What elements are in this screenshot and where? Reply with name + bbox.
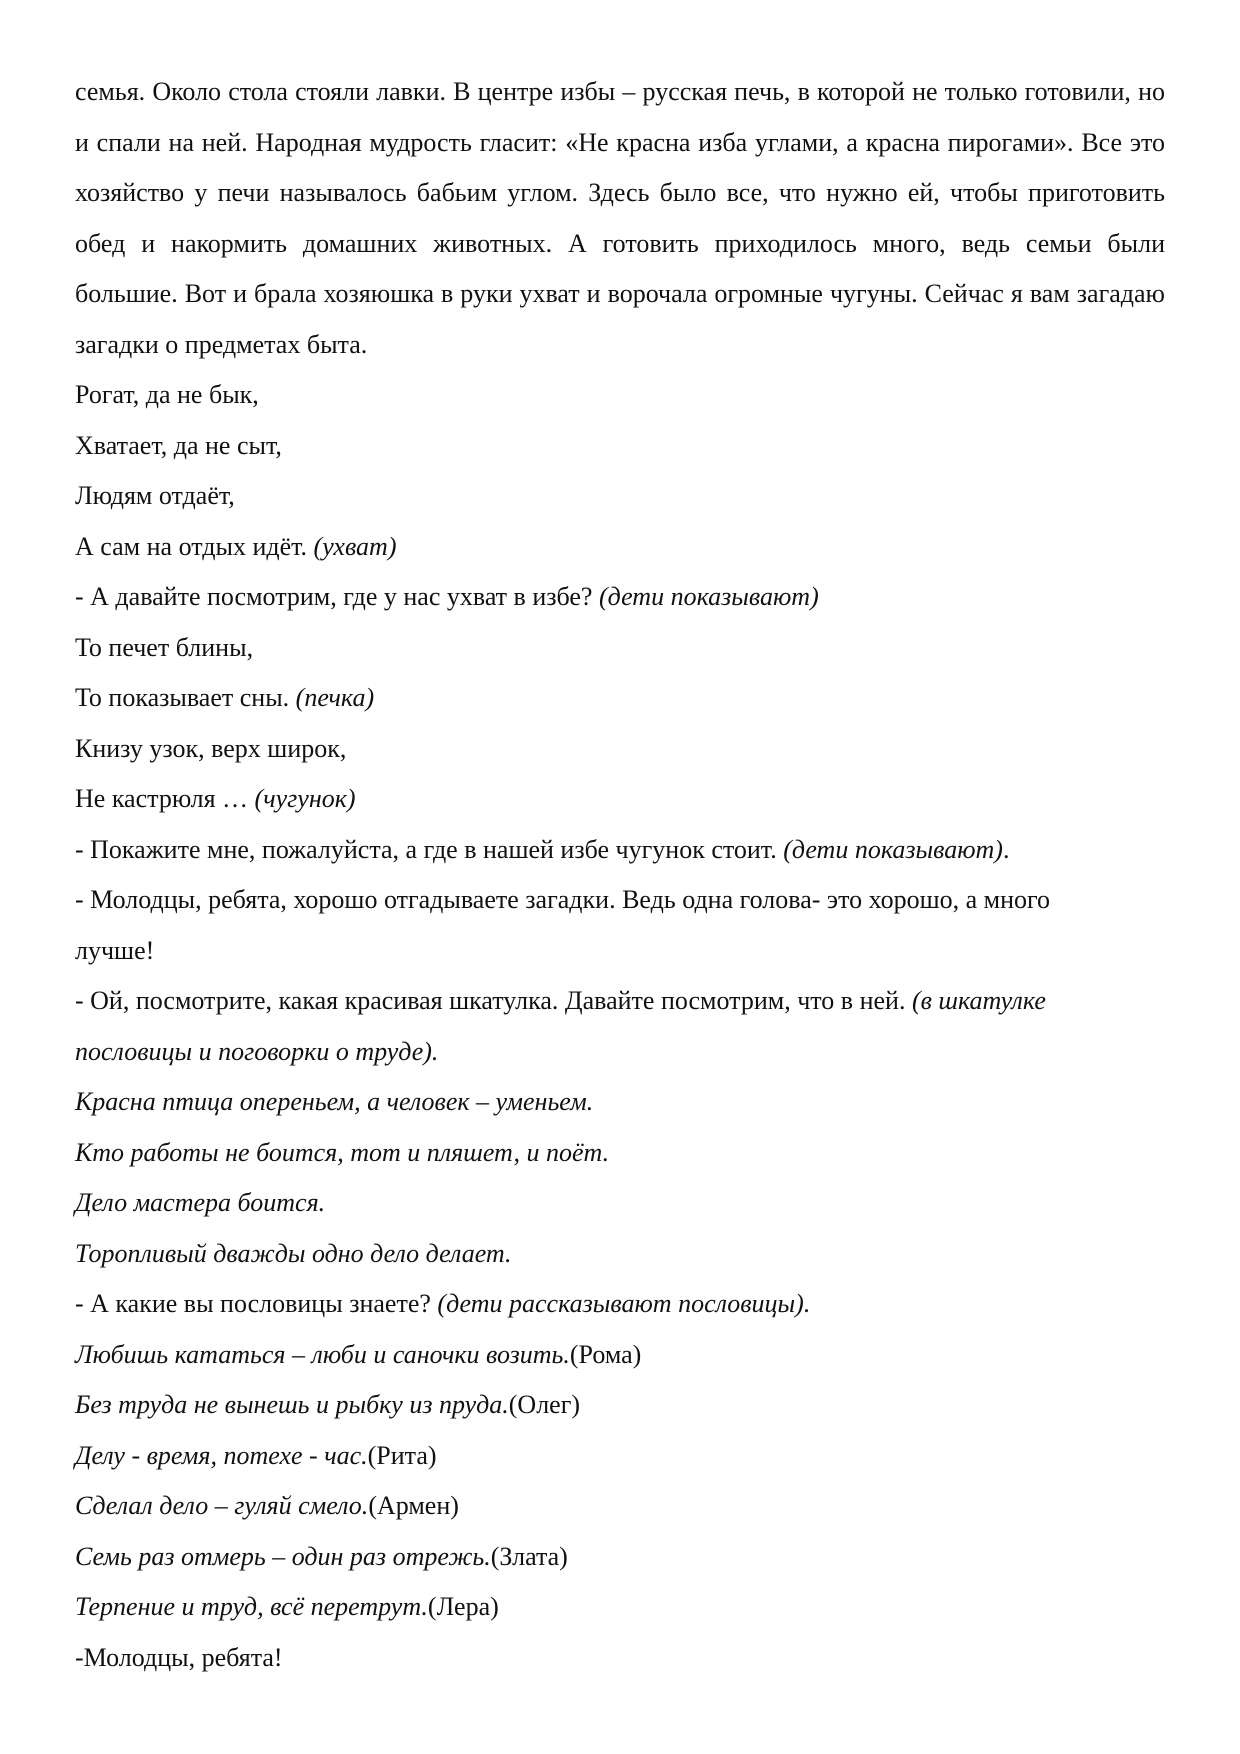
child-name: (Рита) (367, 1440, 437, 1470)
riddle-chugunok-answer: (чугунок) (254, 784, 356, 813)
question-chugunok (75, 825, 1165, 876)
box-paragraph (75, 976, 1085, 1077)
question-ukhvat-note: (дети показывают) (598, 582, 819, 611)
riddle-ukhvat-text: А сам на отдых идёт. (75, 531, 314, 561)
question-proverbs-note: (дети рассказывают пословицы) (437, 1289, 804, 1318)
child-proverb-text: Без труда не вынешь и рыбку из пруда. (75, 1390, 509, 1419)
question-ukhvat-text: - А давайте посмотрим, где у нас ухват в избе? (75, 582, 599, 611)
child-proverb (75, 1532, 1165, 1583)
closing-line: -Молодцы, ребята! (75, 1642, 283, 1672)
riddle-pechka-answer: (печка) (295, 683, 375, 712)
riddle-pechka-text: То показывает сны. (75, 683, 296, 712)
child-name: (Олег) (508, 1390, 581, 1419)
child-proverb (75, 1582, 1165, 1633)
child-name: (Лера) (427, 1592, 499, 1621)
box-text: - Ой, посмотрите, какая красивая шкатулка. Давайте посмотрим, что в ней. (75, 986, 912, 1015)
riddle-chugunok-line-1: Книзу узок, верх широк, (75, 733, 347, 763)
question-proverbs-text: - А какие вы пословицы знаете? (75, 1289, 438, 1318)
child-proverb-text: Любишь кататься – люби и саночки возить. (75, 1339, 570, 1369)
riddle-ukhvat-line-1: Рогат, да не бык, (75, 380, 259, 409)
box-tail: . (431, 1036, 439, 1066)
child-proverb (75, 1330, 1165, 1381)
riddle-chugunok-line-2 (75, 774, 1165, 825)
child-proverb-text: Семь раз отмерь – один раз отрежь. (75, 1541, 491, 1571)
box-proverb: Торопливый дважды одно дело делает. (75, 1238, 512, 1268)
child-name: (Злата) (490, 1541, 568, 1571)
box-note: (в шкатулке пословицы и поговорки о труде) (75, 986, 1046, 1066)
riddle-ukhvat-line-4 (75, 522, 1165, 573)
riddle-pechka-line-1: То печет блины, (75, 632, 254, 662)
child-name: (Рома) (569, 1339, 642, 1369)
child-proverb-text: Делу - время, потехе - час. (75, 1440, 368, 1470)
box-proverb: Дело мастера боится. (75, 1188, 326, 1217)
question-chugunok-note: (дети показывают) (783, 834, 1003, 864)
riddle-ukhvat-line-3: Людям отдаёт, (75, 481, 235, 510)
riddle-chugunok-text: Не кастрюля … (75, 784, 255, 813)
intro-paragraph: семья. Около стола стояли лавки. В центре избы – русская печь, в которой не только готовили, но и спали на ней. Народная мудрость гласит: «Не красна изба углами, а красна пирогами». Все это хозяйство у печи называлось бабьим углом. Здесь было все, что нужно ей, чтобы приготовить обед и накормить домашних животных. А готовить приходилось много, ведь семьи были большие. Вот и брала хозяюшка в руки ухват и ворочала огромные чугуны. Сейчас я вам загадаю загадки о предметах быта. (75, 77, 1165, 359)
question-ukhvat (75, 572, 1165, 623)
child-proverb (75, 1380, 1165, 1431)
child-proverb (75, 1431, 1165, 1482)
question-proverbs (75, 1279, 1165, 1330)
praise-paragraph: - Молодцы, ребята, хорошо отгадываете загадки. Ведь одна голова- это хорошо, а много лучше! (75, 885, 1051, 965)
question-chugunok-tail: . (1002, 834, 1010, 864)
riddle-ukhvat-line-2: Хватает, да не сыт, (75, 430, 282, 460)
child-name: (Армен) (368, 1491, 459, 1520)
riddle-pechka-line-2 (75, 673, 1165, 724)
riddle-ukhvat-answer: (ухват) (313, 531, 397, 561)
box-proverb: Кто работы не боится, тот и пляшет, и поёт. (75, 1137, 610, 1167)
child-proverb-text: Терпение и труд, всё перетрут. (75, 1592, 428, 1621)
document-body (75, 67, 1165, 1683)
box-proverb: Красна птица опереньем, а человек – уменьем. (75, 1087, 594, 1116)
question-chugunok-text: - Покажите мне, пожалуйста, а где в нашей избе чугунок стоит. (75, 834, 784, 864)
child-proverb (75, 1481, 1165, 1532)
child-proverb-text: Сделал дело – гуляй смело. (75, 1491, 369, 1520)
question-proverbs-tail: . (803, 1289, 811, 1318)
